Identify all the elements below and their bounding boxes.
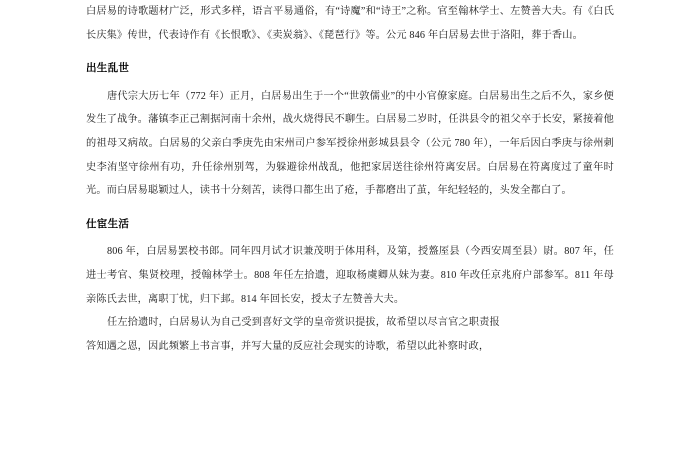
paragraph-clipped: 答知遇之恩，因此频繁上书言事，并写大量的反应社会现实的诗歌，希望以此补察时政， [86,340,490,352]
paragraph-intro-continued: 白居易的诗歌题材广泛，形式多样，语言平易通俗，有“诗魔”和“诗王”之称。官至翰林学士、左赞善大夫。有《白氏长庆集》传世，代表诗作有《长恨歌》、《卖炭翁》、《琵琶行》等。公元 846 年白居易去世于洛阳，葬于香山。 [86,6,614,41]
clipped-bottom-line [86,335,614,352]
heading-official-life: 仕宦生活 [86,217,130,230]
heading-birth: 出生乱世 [86,62,130,75]
document-text-body [86,0,614,352]
paragraph-official-1: 806 年，白居易罢校书郎。同年四月试才识兼茂明于体用科，及第，授盩厔县（今西安周至县）尉。807 年，任进士考官、集贤校理，授翰林学士。808 年任左拾遗，迎取杨虞卿从妹为妻。810 年改任京兆府户部参军。811 年母亲陈氏去世，离职丁忧，归下邽。814 年回长安，授太子左赞善大夫。 [86,246,614,305]
spacer [86,47,614,57]
paragraph-official-2: 任左拾遗时，白居易认为自己受到喜好文学的皇帝赏识提拔，故希望以尽言官之职责报 [107,317,500,329]
spacer [86,203,614,213]
paragraph-birth-1: 唐代宗大历七年（772 年）正月，白居易出生于一个“世敦儒业”的中小官僚家庭。白居易出生之后不久，家乡便发生了战争。藩镇李正己割据河南十余州，战火烧得民不聊生。白居易二岁时，任洪县令的祖父卒于长安，紧接着他的祖母又病故。白居易的父亲白季庚先由宋州司户参军授徐州彭城县县令（公元 780 年），一年后因白季庚与徐州刺史李洧坚守徐州有功，升任徐州别驾，为躲避徐州战乱，他把家居送往徐州符离安居。白居易在符离度过了童年时光。而白居易聪颖过人，读书十分刻苦，读得口都生出了疮，手都磨出了茧，年纪轻轻的，头发全都白了。 [86,90,614,197]
